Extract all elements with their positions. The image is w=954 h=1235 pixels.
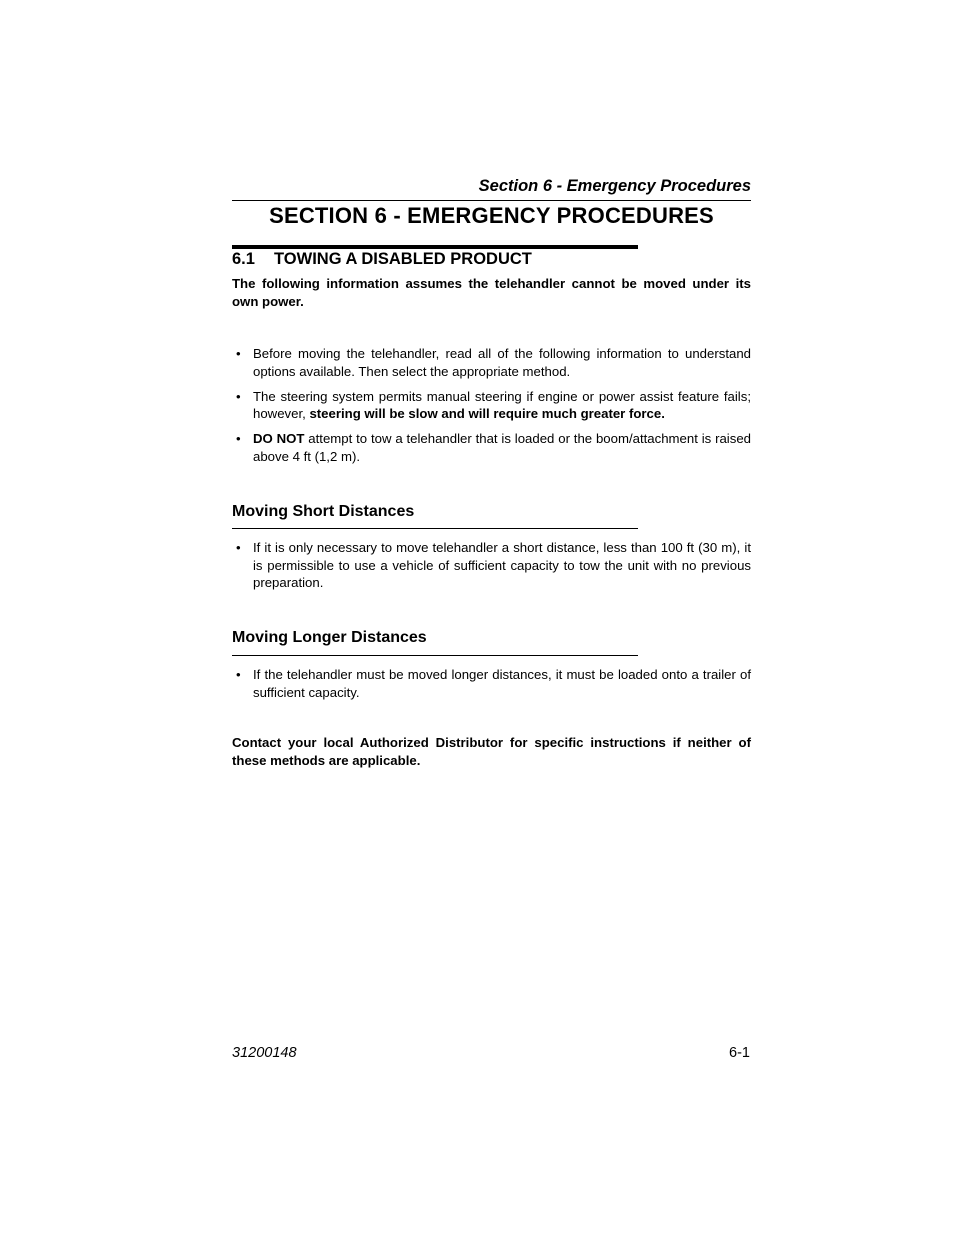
list-item [232, 430, 751, 465]
longer-distances-list [232, 666, 751, 709]
list-item [232, 345, 751, 380]
contact-paragraph: Contact your local Authorized Distributor for specific instructions if neither of these methods are applicable. [232, 735, 751, 768]
header-rule [232, 200, 751, 201]
bullet-text: If it is only necessary to move telehandler a short distance, less than 100 ft (30 m), it is permissible to use a vehicle of sufficient capacity to tow the unit with no previous preparation. [253, 540, 751, 590]
running-header: Section 6 - Emergency Procedures [478, 177, 751, 195]
bullet-text: If the telehandler must be moved longer distances, it must be loaded onto a trailer of sufficient capacity. [253, 667, 751, 700]
bullet-emphasis: DO NOT [253, 431, 305, 446]
list-item [232, 388, 751, 423]
bullet-text: attempt to tow a telehandler that is loaded or the boom/attachment is raised above 4 ft (1,2 m). [253, 431, 751, 464]
general-bullet-list [232, 345, 751, 473]
page-number: 6-1 [729, 1045, 750, 1061]
subsection-number: 6.1 [232, 250, 255, 268]
short-distances-heading: Moving Short Distances [232, 503, 415, 520]
subsection-heading [232, 250, 532, 269]
bullet-emphasis: steering will be slow and will require much greater force. [309, 406, 665, 421]
short-distances-list [232, 539, 751, 599]
longer-distances-rule [232, 655, 638, 656]
bullet-text: Before moving the telehandler, read all of the following information to understand options available. Then select the appropriate method. [253, 346, 751, 379]
section-title: SECTION 6 - EMERGENCY PROCEDURES [269, 203, 714, 228]
subsection-rule [232, 245, 638, 249]
bullet-text: The steering system permits manual steering if engine or power assist feature fails; however, [253, 388, 751, 421]
longer-distances-heading: Moving Longer Distances [232, 629, 427, 646]
document-number: 31200148 [232, 1045, 297, 1061]
intro-paragraph: The following information assumes the telehandler cannot be moved under its own power. [232, 276, 751, 309]
short-distances-rule [232, 528, 638, 529]
list-item [232, 539, 751, 592]
subsection-title: TOWING A DISABLED PRODUCT [274, 250, 532, 268]
list-item [232, 666, 751, 701]
